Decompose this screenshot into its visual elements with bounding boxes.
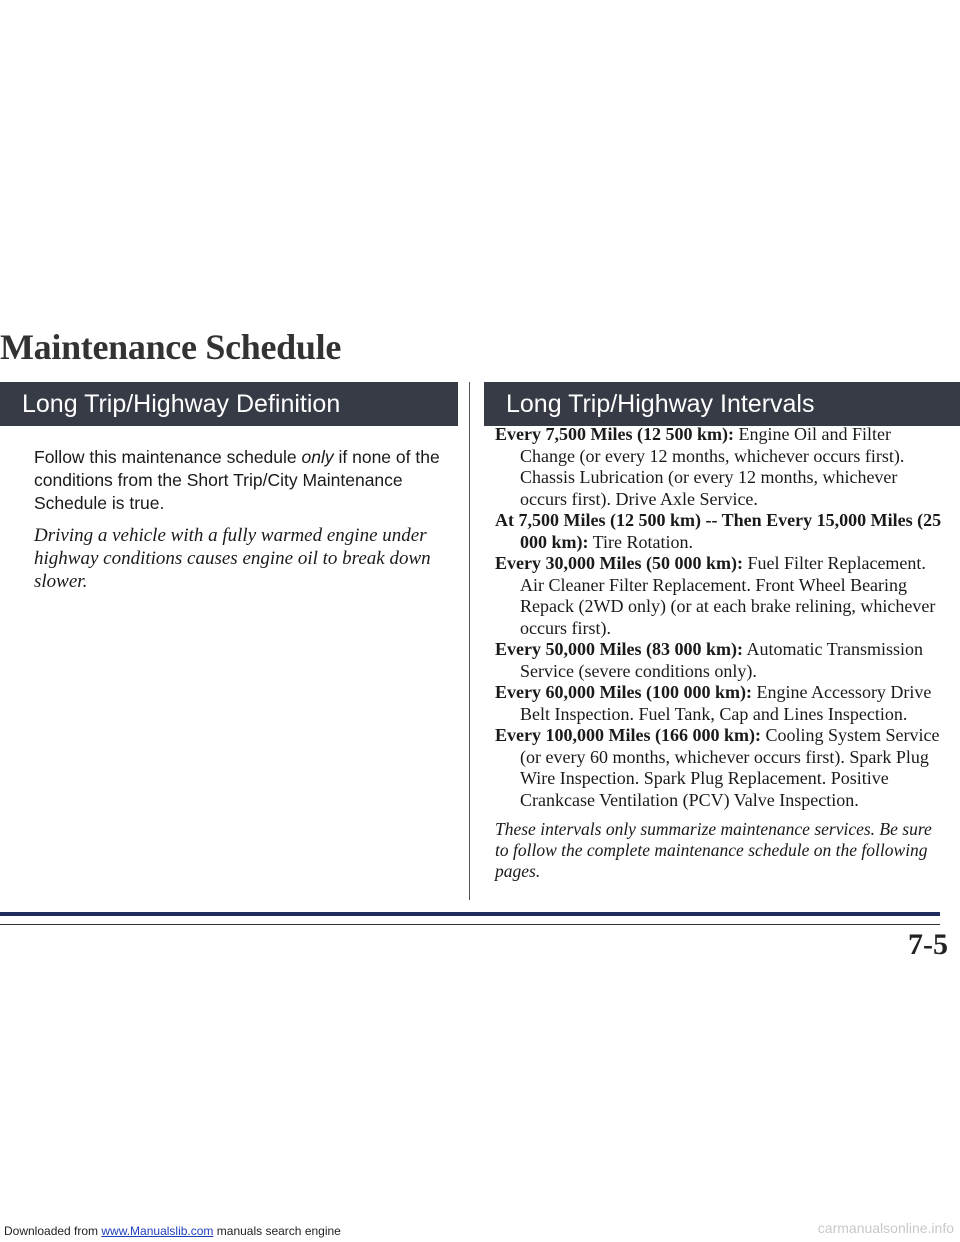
interval-entry: Every 60,000 Miles (100 000 km): Engine Accessory Drive Belt Inspection. Fuel Tank, Cap and Lines Inspection. <box>495 682 932 724</box>
interval-entry: Every 30,000 Miles (50 000 km): Fuel Filter Replacement. Air Cleaner Filter Replacement. Front Wheel Bearing Repack (2WD only) (or at each brake relining, whichever occurs first). <box>495 553 936 638</box>
interval-entry: Every 7,500 Miles (12 500 km): Engine Oil and Filter Change (or every 12 months, whichever occurs first). Chassis Lubrication (or every 12 months, whichever occurs first). Drive Axle Service. <box>495 424 905 509</box>
watermark: carmanualsonline.info <box>817 1220 954 1236</box>
interval-entry: At 7,500 Miles (12 500 km) -- Then Every 15,000 Miles (25 000 km): Tire Rotation. <box>495 510 942 552</box>
footer-rule-thick <box>0 912 940 916</box>
manualslib-link[interactable]: www.Manualslib.com <box>101 1224 214 1238</box>
page-title: Maintenance Schedule <box>0 327 341 367</box>
emphasis-only: only <box>301 447 334 467</box>
interval-entry: Every 50,000 Miles (83 000 km): Automatic Transmission Service (severe conditions only). <box>495 639 923 681</box>
footer-rule-thin <box>0 924 940 925</box>
download-credit: Downloaded from www.Manualslib.com manuals search engine <box>4 1224 341 1238</box>
definition-column <box>34 446 454 602</box>
intervals-column <box>495 424 943 900</box>
section-heading-intervals: Long Trip/Highway Intervals <box>484 382 960 426</box>
section-heading-definition: Long Trip/Highway Definition <box>0 382 458 426</box>
column-divider <box>469 382 470 900</box>
interval-entry: Every 100,000 Miles (166 000 km): Cooling System Service (or every 60 months, whichever occurs first). Spark Plug Wire Inspection. Spark Plug Replacement. Positive Crankcase Ventilation (PCV) Valve Inspection. <box>495 725 940 810</box>
definition-paragraph: Follow this maintenance schedule only if none of the conditions from the Short Trip/City Maintenance Schedule is true. <box>34 447 440 513</box>
definition-note: Driving a vehicle with a fully warmed engine under highway conditions causes engine oil to break down slower. <box>34 525 431 592</box>
page-number: 7-5 <box>908 928 948 961</box>
intervals-closing-note: These intervals only summarize maintenance services. Be sure to follow the complete maintenance schedule on the following pages. <box>495 819 932 881</box>
